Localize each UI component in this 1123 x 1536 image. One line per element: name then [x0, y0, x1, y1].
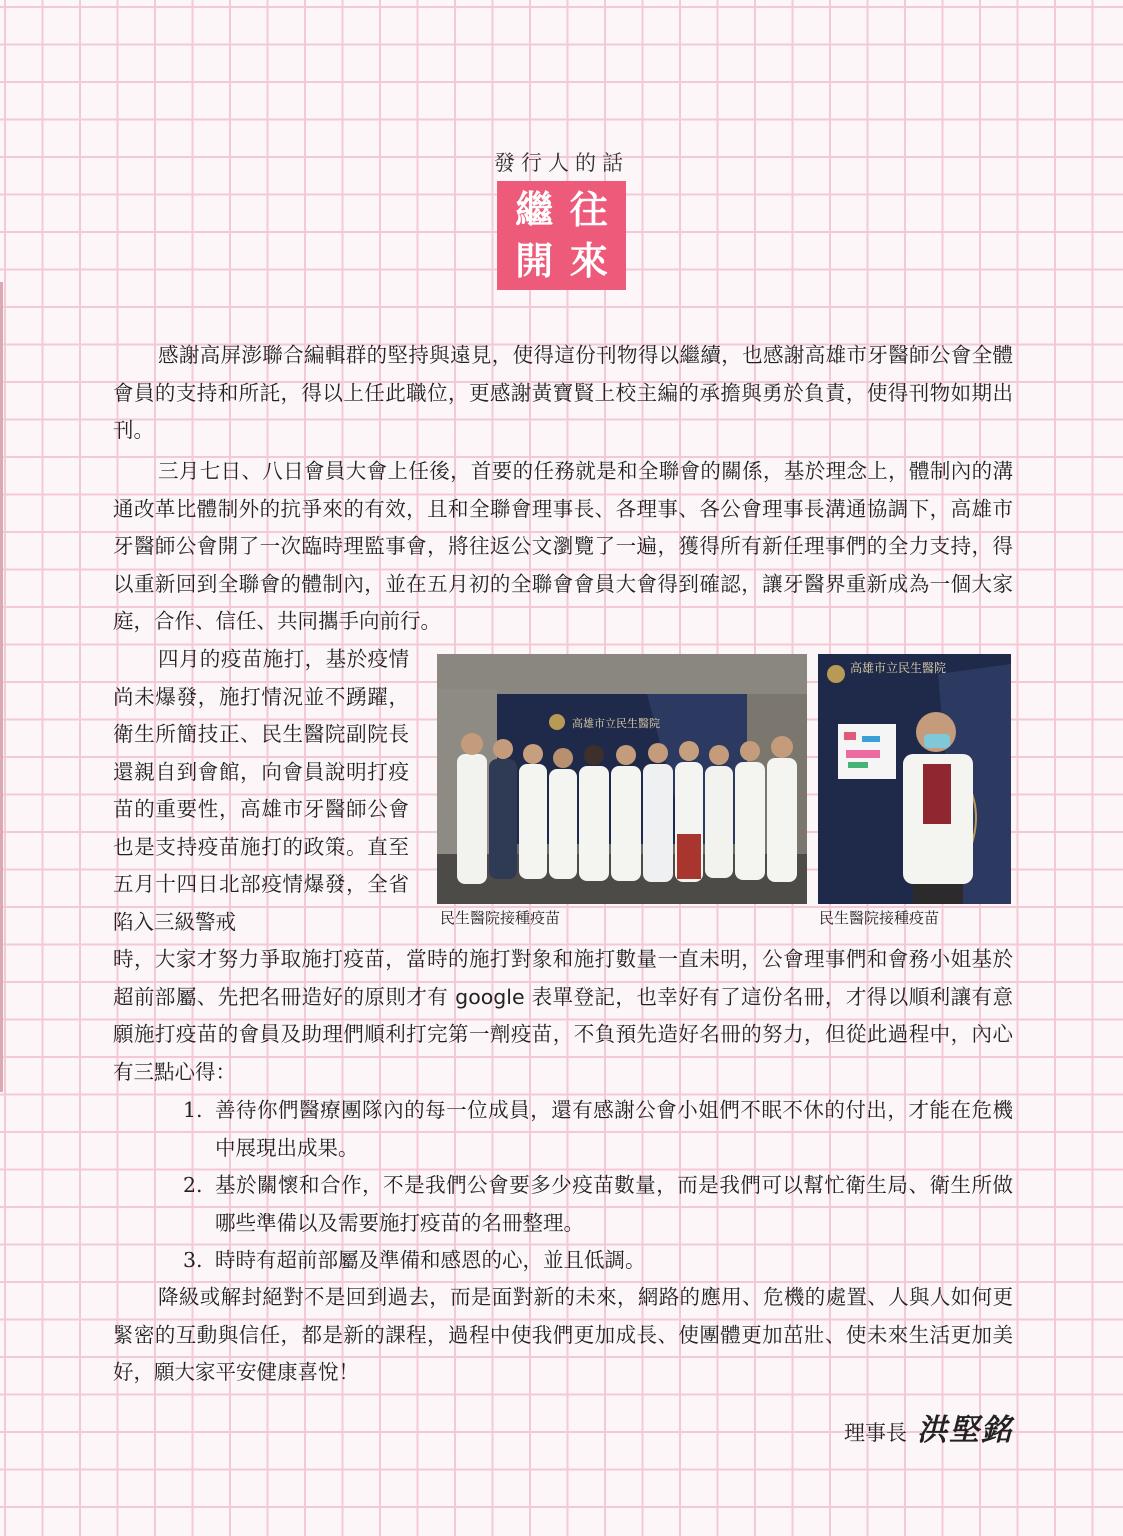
- paragraph-2: 三月七日、八日會員大會上任後，首要的任務就是和全聯會的關係，基於理念上，體制內的溝通改革比體制外的抗爭來的有效，且和全聯會理事長、各理事、各公會理事長溝通協調下，高雄市牙醫師公會開了一次臨時理監事會，將往返公文瀏覽了一遍，獲得所有新任理事們的全力支持，得以重新回到全聯會的體制內，並在五月初的全聯會會員大會得到確認，讓牙醫界重新成為一個大家庭，合作、信任、共同攜手向前行。: [113, 459, 1013, 633]
- portrait-photo-illustration: [818, 654, 1011, 904]
- article-title-box: [497, 181, 626, 290]
- list-item-text: 善待你們醫療團隊內的每一位成員，還有感謝公會小姐們不眠不休的付出，才能在危機中展現出成果。: [215, 1098, 1013, 1160]
- list-item-number: 2.: [183, 1173, 203, 1197]
- title-char-2: 往: [569, 188, 608, 233]
- paragraph-4: 降級或解封絕對不是回到過去，而是面對新的未來，網路的應用、危機的處置、人與人如何更緊密的互動與信任，都是新的課程，過程中使我們更加成長、使團體更加茁壯、使未來生活更加美好，願大家平安健康喜悅！: [113, 1285, 1013, 1384]
- right-backdrop-text: 高雄市立民生醫院: [850, 661, 947, 675]
- left-photo-caption: 民生醫院接種疫苗: [440, 909, 561, 927]
- list-item-number: 1.: [183, 1098, 203, 1122]
- signature: [844, 1405, 1013, 1449]
- right-photo-caption: 民生醫院接種疫苗: [819, 909, 940, 927]
- list-item-text: 時時有超前部屬及準備和感恩的心，並且低調。: [215, 1248, 646, 1272]
- signature-name: 洪堅銘: [917, 1413, 1013, 1448]
- page-edge-mark: [0, 282, 3, 1092]
- vaccination-portrait-photo: [818, 654, 1011, 904]
- paragraph-3-continued: 時，大家才努力爭取施打疫苗，當時的施打對象和施打數量一直未明，公會理事們和會務小姐基於超前部屬、先把名冊造好的原則才有 google 表單登記，也幸好有了這份名冊，才得以順利讓有意願施打疫苗的會員及助理們順利打完第一劑疫苗，不負預先造好名冊的努力，但從此過程中，內心有三點心得：: [113, 947, 1013, 1084]
- title-char-4: 來: [569, 238, 608, 283]
- list-item-text: 基於關懷和合作，不是我們公會要多少疫苗數量，而是我們可以幫忙衛生局、衛生所做哪些準備以及需要施打疫苗的名冊整理。: [215, 1173, 1013, 1235]
- title-char-3: 開: [515, 238, 554, 283]
- list-item: [183, 1167, 1013, 1242]
- group-people: [457, 733, 797, 884]
- paragraph-3-wrap: 四月的疫苗施打，基於疫情尚未爆發，施打情況並不踴躍，衛生所簡技正、民生醫院副院長還親自到會館，向會員說明打疫苗的重要性，高雄市牙醫師公會也是支持疫苗施打的政策。直至五月十四日北部疫情爆發，全省陷入三級警戒: [113, 647, 409, 934]
- list-item-number: 3.: [183, 1248, 203, 1272]
- title-char-1: 繼: [515, 188, 554, 233]
- signature-role: 理事長: [844, 1421, 907, 1445]
- vaccination-group-photo: [437, 654, 807, 904]
- reflection-list: [183, 1092, 1013, 1280]
- group-photo-illustration: [437, 654, 807, 904]
- left-backdrop-text: 高雄市立民生醫院: [572, 717, 660, 730]
- paragraph-1: 感謝高屏澎聯合編輯群的堅持與遠見，使得這份刊物得以繼續，也感謝高雄市牙醫師公會全體會員的支持和所託，得以上任此職位，更感謝黃寶賢上校主編的承擔與勇於負責，使得刊物如期出刊。: [113, 343, 1013, 442]
- list-item: [183, 1242, 1013, 1280]
- list-item: [183, 1092, 1013, 1167]
- column-title: 發行人的話: [494, 151, 629, 175]
